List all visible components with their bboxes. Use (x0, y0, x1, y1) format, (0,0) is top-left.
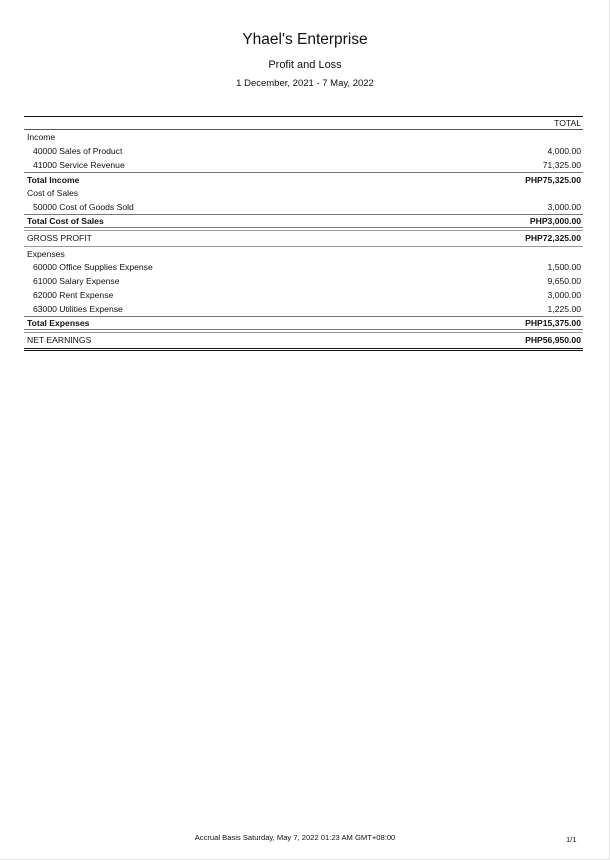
row-amount: 1,225.00 (547, 304, 581, 314)
table-row (24, 274, 583, 288)
row-amount: PHP15,375.00 (525, 318, 581, 328)
table-row (24, 260, 583, 274)
row-label: Cost of Sales (27, 188, 79, 198)
row-amount: 9,650.00 (547, 276, 581, 286)
row-label: 61000 Salary Expense (33, 276, 120, 286)
table-row (24, 302, 583, 316)
row-amount: 3,000.00 (547, 202, 581, 212)
row-label: 60000 Office Supplies Expense (33, 262, 153, 272)
row-amount: PHP72,325.00 (525, 232, 581, 243)
section-header-cost-of-sales (24, 186, 583, 200)
section-header-income (24, 130, 583, 144)
table-row (24, 288, 583, 302)
row-label: Income (27, 132, 56, 142)
section-header-expenses (24, 246, 583, 260)
table-bottom-double-rule (24, 350, 583, 351)
total-income-row (24, 172, 583, 186)
table-bottom-rule (24, 348, 583, 349)
row-label: 41000 Service Revenue (33, 160, 125, 170)
row-amount: PHP75,325.00 (525, 174, 581, 185)
page-number: 1/1 (566, 835, 577, 844)
row-amount: 71,325.00 (542, 160, 581, 170)
row-amount: PHP56,950.00 (525, 334, 581, 345)
row-label: 40000 Sales of Product (33, 146, 123, 156)
row-amount: 3,000.00 (547, 290, 581, 300)
profit-and-loss-table (24, 116, 583, 351)
row-label: Total Expenses (27, 318, 90, 328)
row-amount: 4,000.00 (547, 146, 581, 156)
company-name: Yhael's Enterprise (242, 31, 368, 48)
row-label: 63000 Utilities Expense (33, 304, 123, 314)
row-amount: 1,500.00 (547, 262, 581, 272)
row-label: NET EARNINGS (27, 334, 92, 345)
table-row (24, 200, 583, 214)
row-amount: PHP3,000.00 (529, 216, 581, 226)
row-label: Total Cost of Sales (27, 216, 104, 226)
column-header-row (24, 117, 583, 130)
report-period: 1 December, 2021 - 7 May, 2022 (236, 78, 374, 89)
report-title: Profit and Loss (268, 59, 342, 71)
table-row (24, 158, 583, 172)
report-basis-timestamp: Accrual Basis Saturday, May 7, 2022 01:23 AM GMT+08:00 (194, 833, 396, 842)
total-cost-of-sales-row (24, 214, 583, 228)
row-label: 50000 Cost of Goods Sold (33, 202, 134, 212)
net-earnings-row (24, 332, 583, 346)
row-label: GROSS PROFIT (27, 232, 92, 243)
row-label: Expenses (27, 248, 65, 259)
total-expenses-row (24, 316, 583, 330)
table-row (24, 144, 583, 158)
row-label: Total Income (27, 174, 80, 185)
column-header-total: TOTAL (554, 117, 581, 128)
row-label: 62000 Rent Expense (33, 290, 114, 300)
gross-profit-row (24, 230, 583, 244)
